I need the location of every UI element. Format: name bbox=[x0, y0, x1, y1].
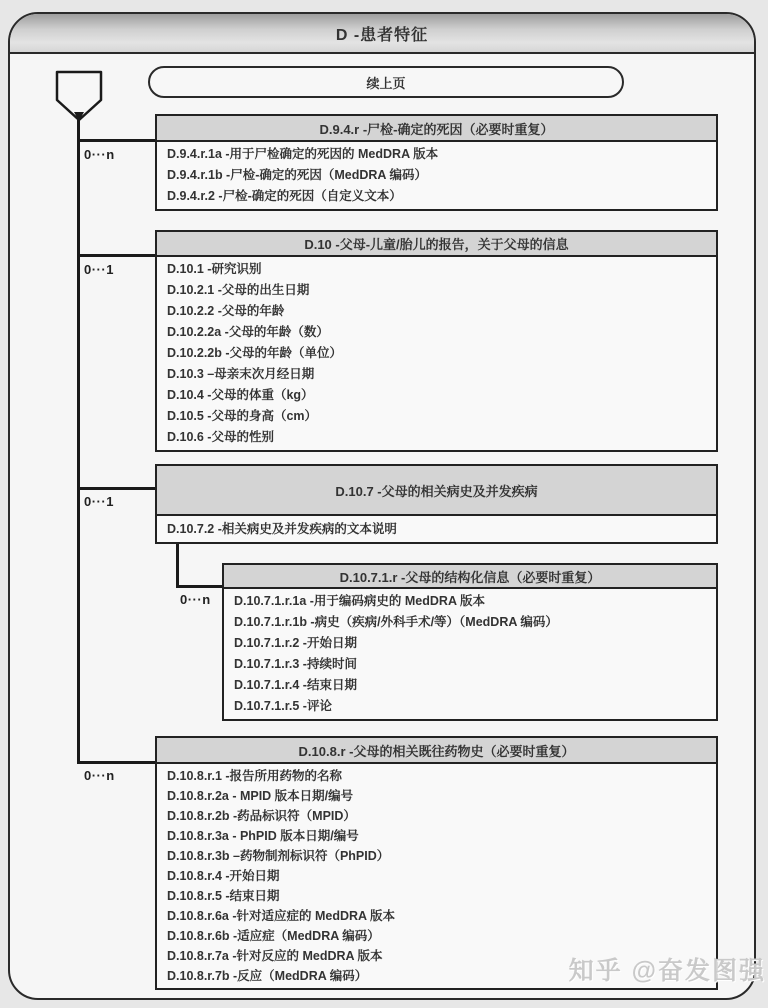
field-item: D.10.7.1.r.1a -用于编码病史的 MedDRA 版本 bbox=[234, 594, 485, 608]
field-item: D.10.6 -父母的性别 bbox=[167, 430, 274, 444]
field-item: D.10.8.r.7b -反应（MedDRA 编码） bbox=[167, 969, 368, 983]
field-item: D.9.4.r.2 -尸检-确定的死因（自定义文本） bbox=[167, 189, 402, 203]
field-item: D.10.8.r.1 -报告所用药物的名称 bbox=[167, 769, 343, 783]
field-item: D.10.2.2 -父母的年龄 bbox=[167, 304, 285, 318]
branch-line-d107 bbox=[77, 487, 157, 490]
field-item: D.10.7.1.r.1b -病史（疾病/外科手术/等）（MedDRA 编码） bbox=[234, 615, 558, 629]
field-item: D.9.4.r.1b -尸检-确定的死因（MedDRA 编码） bbox=[167, 168, 427, 182]
field-item: D.10.8.r.2b -药品标识符（MPID） bbox=[167, 809, 356, 823]
field-item: D.10.1 -研究识别 bbox=[167, 262, 262, 276]
field-item: D.10.7.2 -相关病史及并发疾病的文本说明 bbox=[167, 522, 397, 536]
group-box-d1071r bbox=[222, 563, 718, 721]
continued-from-previous-page-label: 续上页 bbox=[148, 66, 624, 98]
group-box-d107 bbox=[155, 464, 718, 544]
group-box-d94r bbox=[155, 114, 718, 211]
field-item: D.10.7.1.r.2 -开始日期 bbox=[234, 636, 357, 650]
group-header-d94r: D.9.4.r -尸检-确定的死因（必要时重复） bbox=[157, 116, 716, 142]
field-item: D.10.7.1.r.4 -结束日期 bbox=[234, 678, 357, 692]
cardinality-label-d107: 0···1 bbox=[84, 494, 114, 509]
field-item: D.9.4.r.1a -用于尸检确定的死因的 MedDRA 版本 bbox=[167, 147, 439, 161]
trunk-connector-line bbox=[77, 118, 80, 764]
field-item: D.10.8.r.5 -结束日期 bbox=[167, 889, 280, 903]
nested-branch-horizontal-line bbox=[176, 585, 224, 588]
field-item: D.10.7.1.r.3 -持续时间 bbox=[234, 657, 357, 671]
nested-branch-vertical-line bbox=[176, 540, 179, 588]
cardinality-label-d94r: 0···n bbox=[84, 147, 115, 162]
field-item: D.10.8.r.3a - PhPID 版本日期/编号 bbox=[167, 829, 359, 843]
offpage-connector-icon bbox=[54, 70, 104, 124]
field-item: D.10.5 -父母的身高（cm） bbox=[167, 409, 318, 423]
field-item: D.10.8.r.2a - MPID 版本日期/编号 bbox=[167, 789, 354, 803]
field-item: D.10.8.r.7a -针对反应的 MedDRA 版本 bbox=[167, 949, 383, 963]
group-header-d1071r: D.10.7.1.r -父母的结构化信息（必要时重复） bbox=[224, 565, 716, 589]
field-item: D.10.7.1.r.5 -评论 bbox=[234, 699, 332, 713]
page-title: D -患者特征 bbox=[335, 26, 429, 44]
group-header-d108r: D.10.8.r -父母的相关既往药物史（必要时重复） bbox=[157, 738, 716, 764]
field-item: D.10.2.2b -父母的年龄（单位） bbox=[167, 346, 343, 360]
group-box-d10 bbox=[155, 230, 718, 452]
field-item: D.10.8.r.4 -开始日期 bbox=[167, 869, 280, 883]
watermark: 知乎 @奋发图强 bbox=[568, 957, 766, 985]
field-item: D.10.3 –母亲末次月经日期 bbox=[167, 367, 315, 381]
field-item: D.10.8.r.6b -适应症（MedDRA 编码） bbox=[167, 929, 380, 943]
cardinality-label-d108r: 0···n bbox=[84, 768, 115, 783]
branch-line-d108r bbox=[77, 761, 157, 764]
field-item: D.10.8.r.3b –药物制剂标识符（PhPID） bbox=[167, 849, 390, 863]
cardinality-label-d1071r: 0···n bbox=[180, 592, 211, 607]
group-header-d10: D.10 -父母-儿童/胎儿的报告，关于父母的信息 bbox=[157, 232, 716, 257]
field-item: D.10.4 -父母的体重（kg） bbox=[167, 388, 314, 402]
group-header-d107: D.10.7 -父母的相关病史及并发疾病 bbox=[157, 466, 716, 516]
branch-line-d10 bbox=[77, 254, 157, 257]
field-item: D.10.2.1 -父母的出生日期 bbox=[167, 283, 310, 297]
field-item: D.10.8.r.6a -针对适应症的 MedDRA 版本 bbox=[167, 909, 396, 923]
cardinality-label-d10: 0···1 bbox=[84, 262, 114, 277]
section-title-bar bbox=[10, 14, 754, 54]
branch-line-d94r bbox=[77, 139, 157, 142]
field-item: D.10.2.2a -父母的年龄（数） bbox=[167, 325, 329, 339]
